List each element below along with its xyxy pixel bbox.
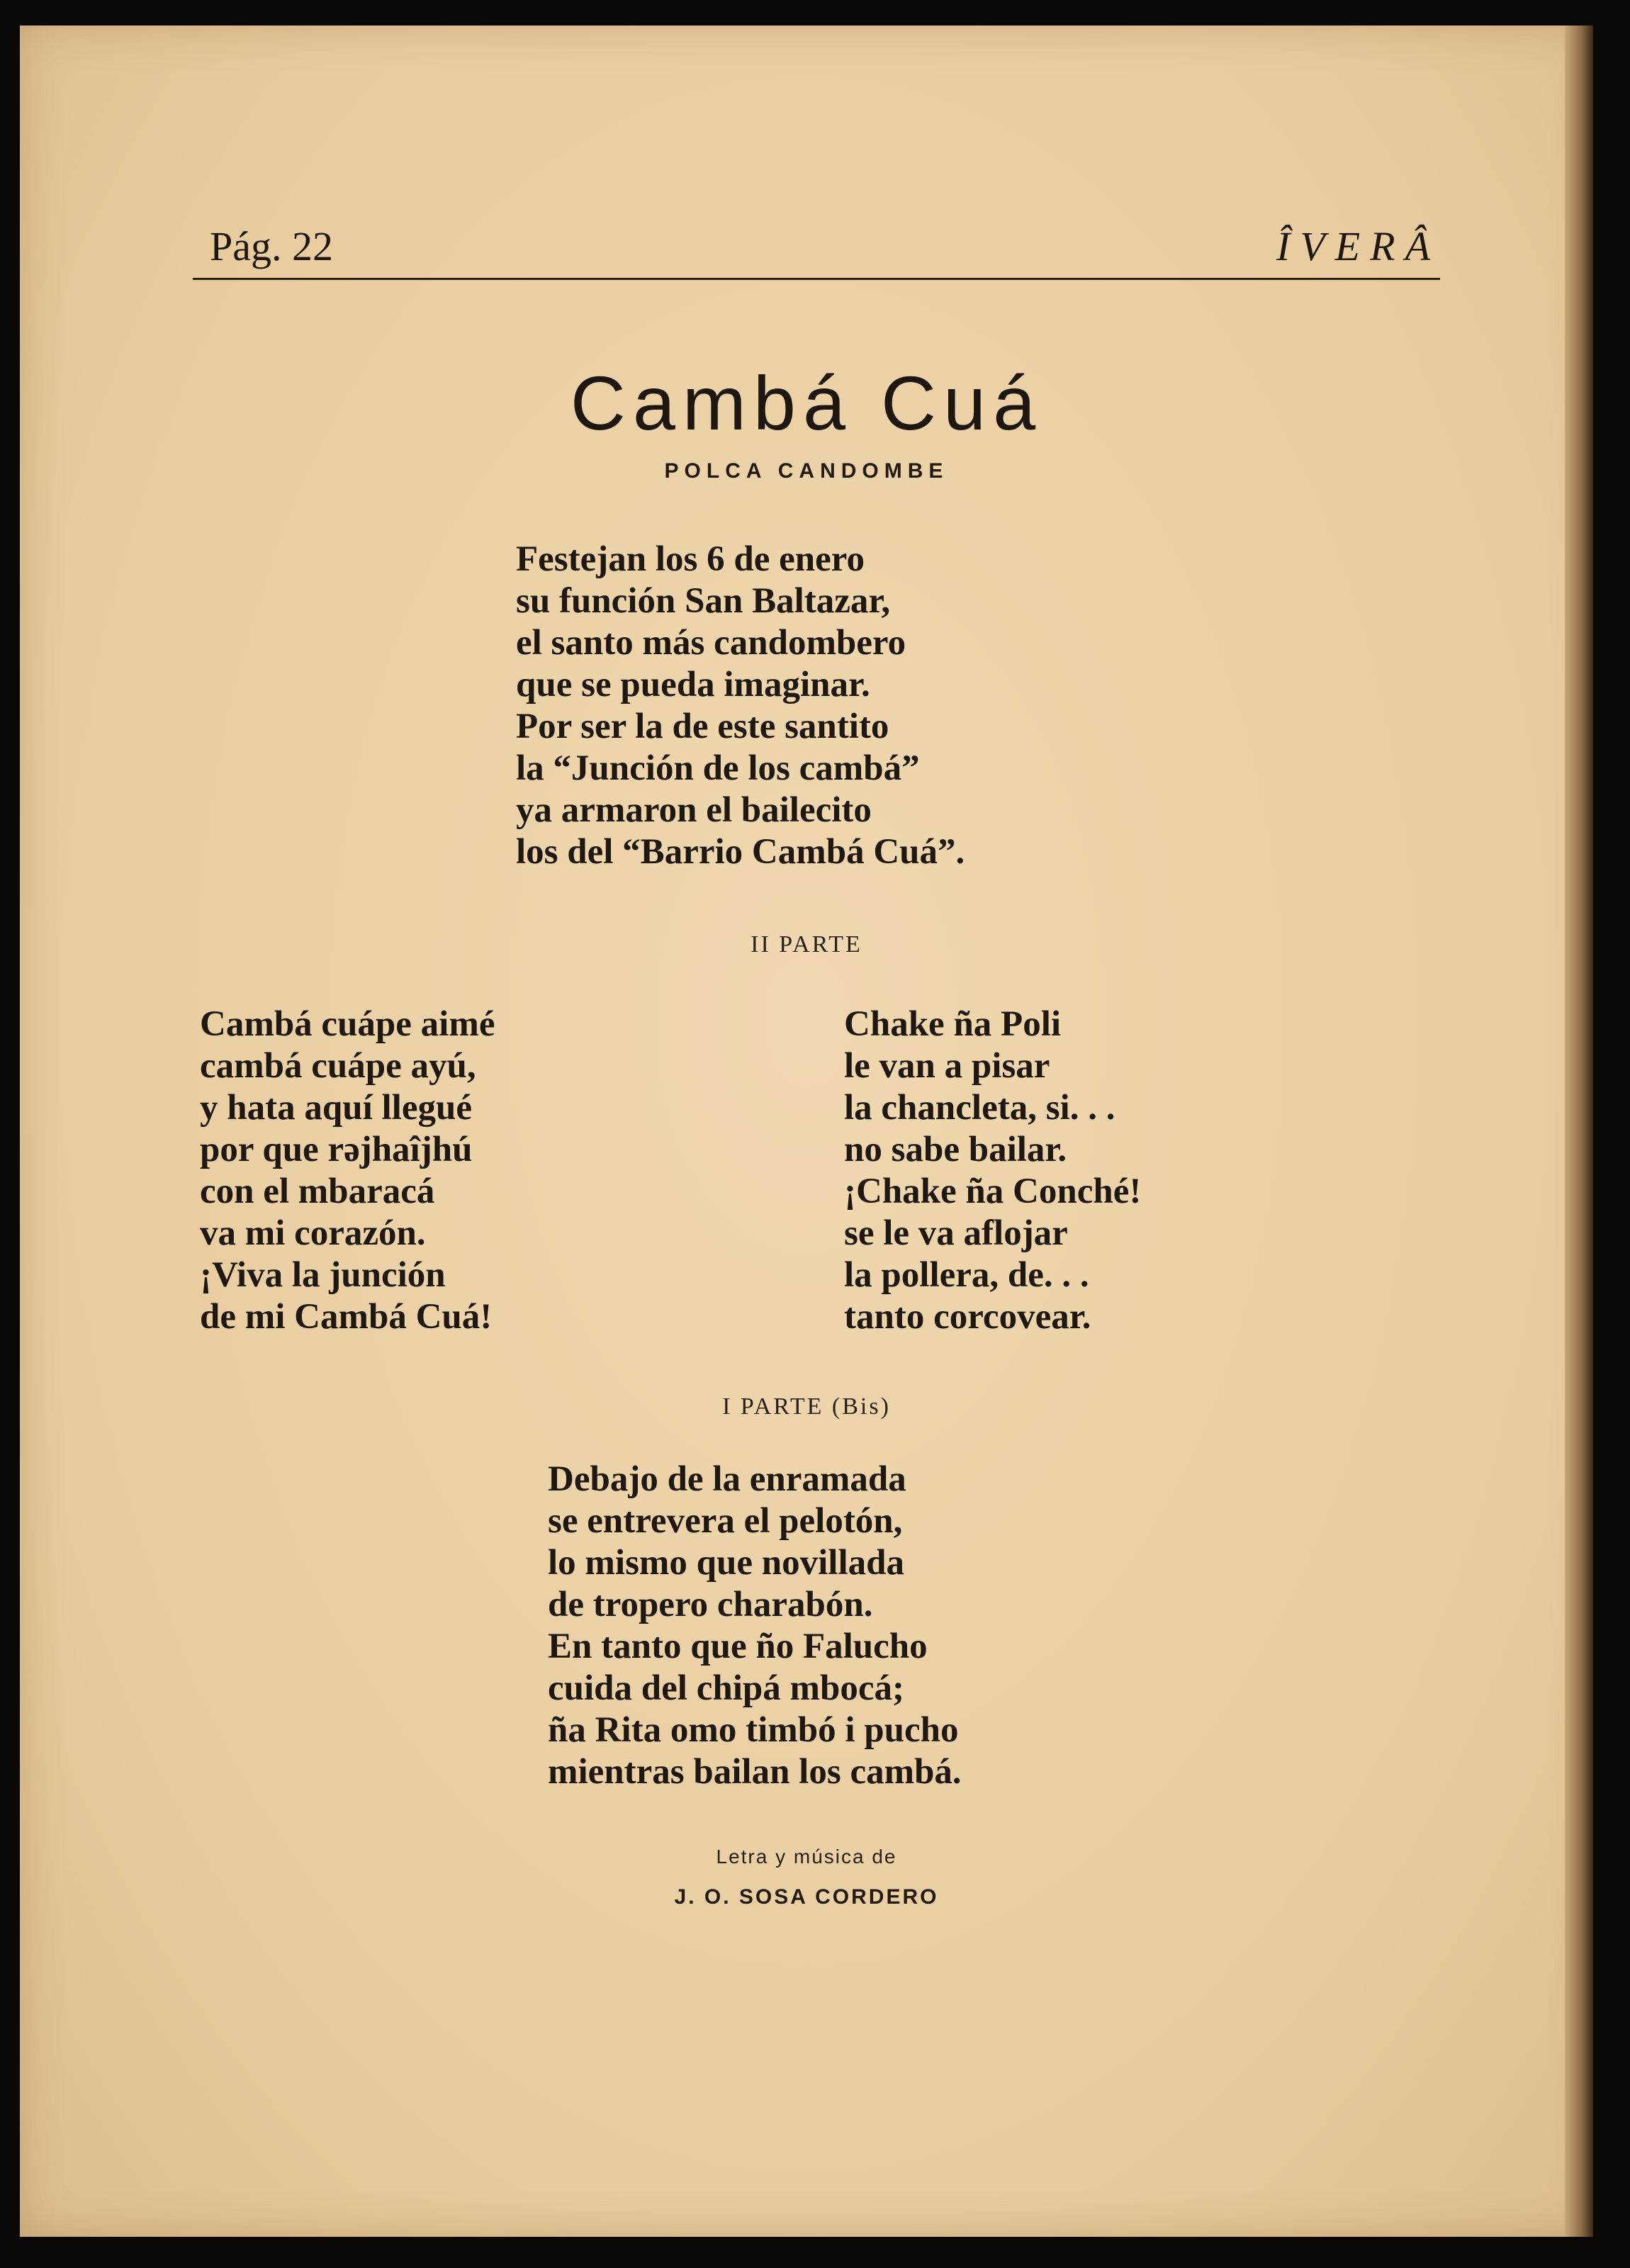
credit-author: J. O. SOSA CORDERO	[674, 1885, 939, 1909]
verse-line: la chancleta, si. . .	[844, 1088, 1115, 1128]
verse-line: que se pueda imaginar.	[516, 665, 870, 704]
magazine-name: ÎVERÂ	[1276, 223, 1440, 269]
song-subtitle: POLCA CANDOMBE	[664, 459, 949, 483]
magazine-page	[20, 26, 1593, 2237]
page-number: Pág. 22	[210, 223, 333, 269]
verse-line: la pollera, de. . .	[844, 1255, 1089, 1295]
verse-line: cambá cuápe ayú,	[200, 1046, 476, 1086]
header-rule	[193, 278, 1440, 280]
verse-line: Festejan los 6 de enero	[516, 539, 865, 579]
page-header	[193, 217, 1440, 269]
verse-line: Debajo de la enramada	[548, 1459, 906, 1499]
stanza-second-part-left	[200, 1004, 495, 1338]
verse-line: le van a pisar	[844, 1046, 1050, 1086]
verse-line: de mi Cambá Cuá!	[200, 1297, 493, 1337]
verse-line: En tanto que ño Falucho	[548, 1627, 928, 1666]
verse-line: el santo más candombero	[516, 623, 906, 663]
verse-line: va mi corazón.	[200, 1213, 426, 1253]
verse-line: ¡Chake ña Conché!	[844, 1172, 1142, 1211]
verse-line: la “Junción de los cambá”	[516, 748, 920, 788]
verse-line: mientras bailan los cambá.	[548, 1752, 962, 1792]
section-label-first-part-bis: I PARTE (Bis)	[722, 1393, 891, 1420]
verse-line: se le va aflojar	[844, 1213, 1068, 1253]
stanza-first-part-bis	[548, 1459, 962, 1793]
song-title: Cambá Cuá	[570, 360, 1043, 446]
section-label-second-part: II PARTE	[751, 931, 862, 958]
verse-line: y hata aquí llegué	[200, 1088, 472, 1128]
verse-line: Cambá cuápe aimé	[200, 1004, 495, 1044]
verse-line: los del “Barrio Cambá Cuá”.	[516, 832, 965, 872]
verse-line: ¡Viva la junción	[200, 1255, 446, 1295]
verse-line: cuida del chipá mbocá;	[548, 1668, 904, 1708]
verse-line: con el mbaracá	[200, 1172, 435, 1211]
verse-line: tanto corcovear.	[844, 1297, 1091, 1337]
credit-label: Letra y música de	[716, 1846, 897, 1868]
verse-line: Chake ña Poli	[844, 1004, 1062, 1044]
verse-line: por que rəjhaîjhú	[200, 1130, 473, 1169]
stanza-first-part	[516, 539, 965, 873]
verse-line: ya armaron el bailecito	[516, 790, 872, 830]
verse-line: se entrevera el pelotón,	[548, 1501, 903, 1541]
verse-line: ña Rita omo timbó i pucho	[548, 1710, 959, 1750]
verse-line: no sabe bailar.	[844, 1130, 1067, 1169]
verse-line: lo mismo que novillada	[548, 1543, 905, 1583]
verse-line: Por ser la de este santito	[516, 707, 889, 746]
stanza-second-part-right	[844, 1004, 1141, 1338]
verse-line: de tropero charabón.	[548, 1585, 873, 1624]
verse-line: su función San Baltazar,	[516, 581, 891, 621]
